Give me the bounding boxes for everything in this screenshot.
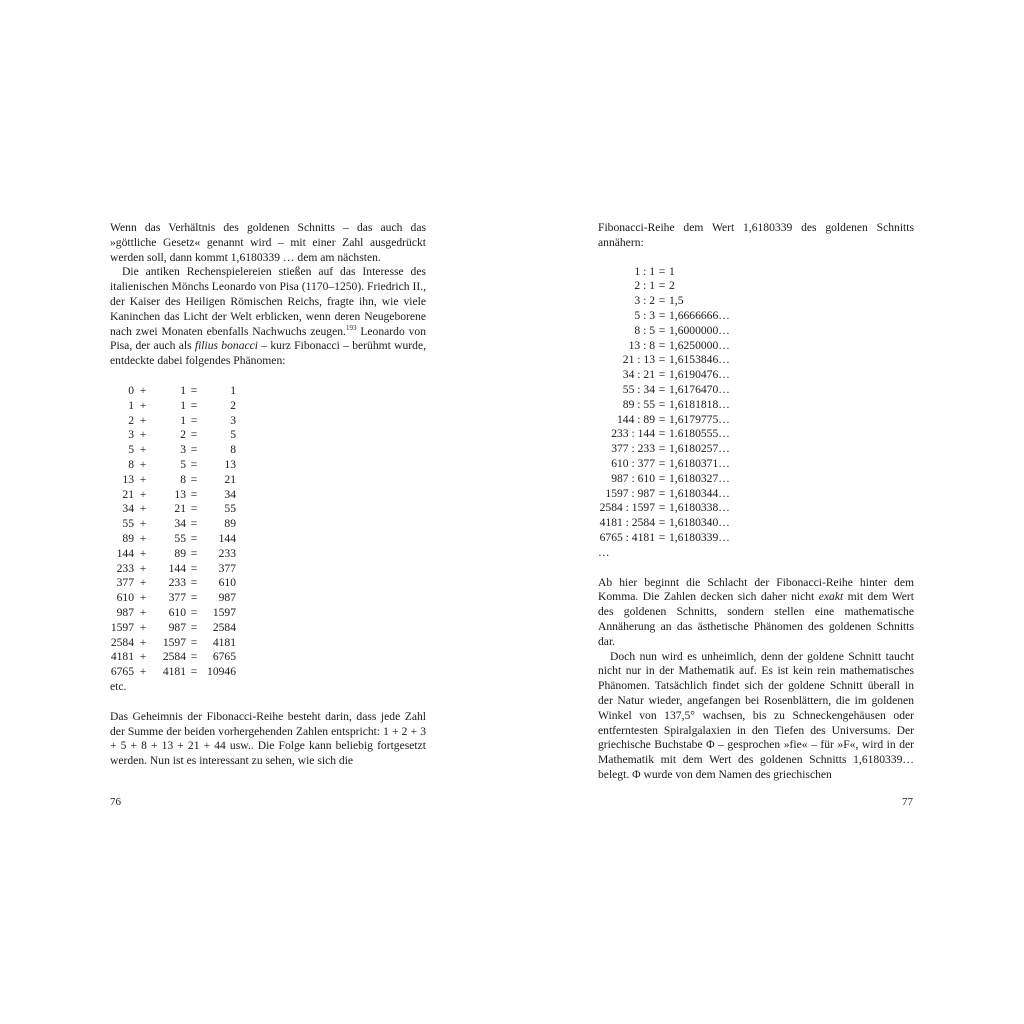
fib-sum: 5	[230, 428, 236, 442]
fib-row	[110, 591, 426, 606]
fib-row	[110, 414, 426, 429]
fib-sum: 2	[230, 398, 236, 412]
fib-addend-2: 4181	[162, 665, 186, 679]
fib-row	[110, 399, 426, 414]
ratio-value: 1,6180257…	[669, 442, 730, 456]
ratio-row	[598, 339, 914, 354]
fib-equals-sign: =	[190, 487, 198, 501]
ratio-row	[598, 487, 914, 502]
ratio-ratio: 3 : 2	[634, 294, 655, 308]
fib-addend-1: 89	[122, 531, 134, 545]
fib-addend-2: 144	[168, 561, 186, 575]
fib-plus-sign: +	[139, 517, 147, 531]
fib-addend-1: 987	[116, 605, 134, 619]
ratio-ratio: 1597 : 987	[605, 486, 655, 500]
fib-row	[110, 606, 426, 621]
ratio-table-tail: …	[598, 545, 610, 559]
ratio-ratio: 987 : 610	[611, 471, 655, 485]
footnote-marker: 193	[345, 323, 357, 332]
fib-addend-2: 987	[168, 620, 186, 634]
fib-equals-sign: =	[190, 576, 198, 590]
ratio-row	[598, 516, 914, 531]
fib-sum: 13	[224, 457, 236, 471]
ratio-ratio: 610 : 377	[611, 456, 655, 470]
fib-addend-1: 5	[128, 443, 134, 457]
fibonacci-table-tail: etc.	[110, 679, 127, 693]
ratio-equals-sign: =	[658, 323, 666, 337]
ratio-equals-sign: =	[658, 427, 666, 441]
fib-row	[110, 532, 426, 547]
ratio-equals-sign: =	[658, 516, 666, 530]
ratio-equals-sign: =	[658, 486, 666, 500]
fibonacci-sum-table	[110, 384, 426, 680]
fib-row	[110, 517, 426, 532]
fib-equals-sign: =	[190, 428, 198, 442]
fib-plus-sign: +	[139, 457, 147, 471]
ratio-value: 1,6153846…	[669, 353, 730, 367]
ratio-value: 1,6180340…	[669, 516, 730, 530]
ratio-equals-sign: =	[658, 264, 666, 278]
fib-row	[110, 547, 426, 562]
fib-equals-sign: =	[190, 457, 198, 471]
fib-equals-sign: =	[190, 635, 198, 649]
right-paragraph-1: Fibonacci-Reihe dem Wert 1,6180339 des goldenen Schnitts annähern:	[598, 221, 914, 249]
fib-addend-2: 1597	[162, 635, 186, 649]
spacer	[598, 251, 914, 265]
ratio-ratio: 5 : 3	[634, 308, 655, 322]
fib-addend-1: 377	[116, 576, 134, 590]
fib-plus-sign: +	[139, 428, 147, 442]
fib-plus-sign: +	[139, 650, 147, 664]
fib-plus-sign: +	[139, 665, 147, 679]
ratio-row	[598, 531, 914, 546]
fib-addend-2: 233	[168, 576, 186, 590]
fib-addend-2: 1	[180, 383, 186, 397]
fib-plus-sign: +	[139, 620, 147, 634]
fib-sum: 10946	[207, 665, 236, 679]
fib-row	[110, 458, 426, 473]
page-number-right: 77	[902, 796, 913, 808]
fibonacci-ratio-table	[598, 265, 914, 546]
fib-equals-sign: =	[190, 605, 198, 619]
spacer	[598, 561, 914, 576]
fib-addend-2: 377	[168, 591, 186, 605]
fib-addend-1: 2	[128, 413, 134, 427]
fib-addend-1: 34	[122, 502, 134, 516]
ratio-value: 1,6190476…	[669, 368, 730, 382]
left-paragraph-2	[110, 265, 426, 369]
ratio-ratio: 233 : 144	[611, 427, 655, 441]
page-number-left: 76	[110, 796, 121, 808]
fib-addend-1: 13	[122, 472, 134, 486]
ratio-value: 1,6666666…	[669, 308, 730, 322]
ratio-value: 1,5	[669, 294, 684, 308]
fib-sum: 144	[218, 531, 236, 545]
fib-addend-1: 55	[122, 517, 134, 531]
fib-row	[110, 473, 426, 488]
ratio-value: 1,6180344…	[669, 486, 730, 500]
fib-addend-1: 21	[122, 487, 134, 501]
ratio-value: 1,6180327…	[669, 471, 730, 485]
right-page	[598, 221, 914, 783]
fib-sum: 1597	[212, 605, 236, 619]
right-paragraph-2	[598, 576, 914, 650]
ratio-value: 1,6180339…	[669, 530, 730, 544]
fib-sum: 55	[224, 502, 236, 516]
ratio-row	[598, 413, 914, 428]
fib-addend-1: 1	[128, 398, 134, 412]
fib-equals-sign: =	[190, 383, 198, 397]
fib-equals-sign: =	[190, 531, 198, 545]
fib-equals-sign: =	[190, 502, 198, 516]
ratio-row	[598, 353, 914, 368]
ratio-value: 1,6250000…	[669, 338, 730, 352]
fib-addend-1: 1597	[110, 620, 134, 634]
fib-plus-sign: +	[139, 443, 147, 457]
fib-equals-sign: =	[190, 620, 198, 634]
ratio-equals-sign: =	[658, 382, 666, 396]
fib-equals-sign: =	[190, 443, 198, 457]
fib-equals-sign: =	[190, 472, 198, 486]
left-paragraph-1: Wenn das Verhältnis des goldenen Schnitts – das auch das »göttliche Gesetz« genannt wird – mit einer Zahl ausgedrückt werden soll, dann kommt 1,6180339 … dem am nächsten.	[110, 221, 426, 264]
fib-addend-1: 610	[116, 591, 134, 605]
fib-sum: 2584	[212, 620, 236, 634]
ratio-equals-sign: =	[658, 456, 666, 470]
ratio-row	[598, 383, 914, 398]
fib-row	[110, 576, 426, 591]
left-page	[110, 221, 426, 769]
left-paragraph-3: Das Geheimnis der Fibonacci-Reihe besteht darin, dass jede Zahl der Summe der beiden vorhergehenden Zahlen entspricht: 1 + 2 + 3 + 5 + 8 + 13 + 21 + 44 usw.. Die Folge kann beliebig fortgesetzt werden. Nun ist es interessant zu sehen, wie sich die	[110, 709, 426, 768]
fib-row	[110, 428, 426, 443]
ratio-ratio: 377 : 233	[611, 442, 655, 456]
fib-sum: 21	[224, 472, 236, 486]
fib-sum: 610	[218, 576, 236, 590]
ratio-row	[598, 368, 914, 383]
fib-addend-2: 2584	[162, 650, 186, 664]
fib-row	[110, 502, 426, 517]
fib-addend-1: 3	[128, 428, 134, 442]
fib-equals-sign: =	[190, 413, 198, 427]
fib-addend-2: 8	[180, 472, 186, 486]
ratio-ratio: 4181 : 2584	[599, 516, 655, 530]
ratio-equals-sign: =	[658, 353, 666, 367]
fib-addend-2: 89	[174, 546, 186, 560]
ratio-value: 1.6180555…	[669, 427, 730, 441]
ratio-row	[598, 324, 914, 339]
fib-plus-sign: +	[139, 546, 147, 560]
ratio-value: 1,6179775…	[669, 412, 730, 426]
ratio-row	[598, 309, 914, 324]
fib-sum: 3	[230, 413, 236, 427]
fib-addend-2: 21	[174, 502, 186, 516]
ratio-value: 1,6000000…	[669, 323, 730, 337]
fib-equals-sign: =	[190, 546, 198, 560]
fib-addend-1: 6765	[110, 665, 134, 679]
fib-addend-2: 2	[180, 428, 186, 442]
ratio-equals-sign: =	[658, 530, 666, 544]
fib-sum: 377	[218, 561, 236, 575]
fib-addend-2: 610	[168, 605, 186, 619]
fib-sum: 6765	[212, 650, 236, 664]
fib-plus-sign: +	[139, 487, 147, 501]
ratio-row	[598, 472, 914, 487]
fib-sum: 1	[230, 383, 236, 397]
fib-equals-sign: =	[190, 665, 198, 679]
left-paragraph-2-mid: Leonardo von Pisa, der auch als	[110, 324, 426, 353]
fib-plus-sign: +	[139, 605, 147, 619]
left-paragraph-2-post: – kurz Fibonacci – berühmt wurde, entdeckte dabei folgendes Phänomen:	[110, 339, 426, 368]
ratio-value: 1,6181818…	[669, 397, 730, 411]
fib-plus-sign: +	[139, 591, 147, 605]
ratio-row	[598, 279, 914, 294]
left-paragraph-2-text: Die antiken Rechenspielereien stießen auf das Interesse des italienischen Mönchs Leonardo von Pisa (1170–1250). Friedrich II., der Kaiser des Heiligen Römischen Reichs, fragte ihn, wie viele Kaninchen das Licht der Welt erblicken, wenn deren Neugeborene nach zwei Monaten ebenfalls Nachwuchs zeugen.	[110, 265, 426, 338]
ratio-value: 2	[669, 279, 675, 293]
fib-addend-2: 5	[180, 457, 186, 471]
fib-sum: 89	[224, 517, 236, 531]
fib-plus-sign: +	[139, 472, 147, 486]
spacer	[110, 695, 426, 710]
ratio-ratio: 55 : 34	[622, 382, 655, 396]
fib-addend-1: 4181	[110, 650, 134, 664]
ratio-ratio: 89 : 55	[622, 397, 655, 411]
ratio-row	[598, 501, 914, 516]
ratio-equals-sign: =	[658, 338, 666, 352]
right-paragraph-2-post: mit dem Wert des goldenen Schnitts, sondern stellen eine mathematische Annäherung an das ästhetische Phänomen des goldenen Schnitts dar.	[598, 590, 914, 648]
fib-plus-sign: +	[139, 561, 147, 575]
ratio-row	[598, 442, 914, 457]
fib-equals-sign: =	[190, 517, 198, 531]
ratio-equals-sign: =	[658, 308, 666, 322]
fib-addend-1: 2584	[110, 635, 134, 649]
fib-plus-sign: +	[139, 531, 147, 545]
fib-row	[110, 488, 426, 503]
right-paragraph-2-text: Ab hier beginnt die Schlacht der Fibonacci-Reihe hinter dem Komma. Die Zahlen decken sich daher nicht	[598, 575, 914, 604]
fib-sum: 8	[230, 443, 236, 457]
ratio-ratio: 2 : 1	[634, 279, 655, 293]
fib-plus-sign: +	[139, 502, 147, 516]
fib-plus-sign: +	[139, 383, 147, 397]
fib-addend-2: 55	[174, 531, 186, 545]
fib-sum: 34	[224, 487, 236, 501]
ratio-row	[598, 427, 914, 442]
fib-addend-2: 3	[180, 443, 186, 457]
fib-addend-2: 34	[174, 517, 186, 531]
ratio-equals-sign: =	[658, 501, 666, 515]
fib-plus-sign: +	[139, 398, 147, 412]
right-paragraph-3: Doch nun wird es unheimlich, denn der goldene Schnitt taucht nicht nur in der Mathematik auf. Es ist kein rein mathematisches Phänomen. Tatsächlich findet sich der goldene Schnitt überall in der Natur wieder, angefangen bei Rosenblättern, die im goldenen Winkel von 137,5° wachsen, bis zu Schneckengehäusen oder entferntesten Spiralgalaxien in den Tiefen des Universums. Der griechische Buchstabe Φ – gesprochen »fie« – für »F«, wird in der Mathematik mit dem Wert des goldenen Schnitts 1,6180339… belegt. Φ wurde von dem Namen des griechischen	[598, 649, 914, 781]
fib-addend-2: 1	[180, 413, 186, 427]
ratio-ratio: 21 : 13	[622, 353, 655, 367]
fib-sum: 4181	[212, 635, 236, 649]
ratio-ratio: 34 : 21	[622, 368, 655, 382]
spacer	[110, 369, 426, 384]
fib-equals-sign: =	[190, 561, 198, 575]
ratio-equals-sign: =	[658, 294, 666, 308]
fib-row	[110, 562, 426, 577]
fib-equals-sign: =	[190, 398, 198, 412]
ratio-value: 1,6180371…	[669, 456, 730, 470]
ratio-ratio: 8 : 5	[634, 323, 655, 337]
fib-row	[110, 650, 426, 665]
ratio-equals-sign: =	[658, 471, 666, 485]
fib-row	[110, 384, 426, 399]
fib-plus-sign: +	[139, 576, 147, 590]
ratio-equals-sign: =	[658, 279, 666, 293]
fib-addend-2: 1	[180, 398, 186, 412]
ratio-equals-sign: =	[658, 368, 666, 382]
ratio-ratio: 1 : 1	[634, 264, 655, 278]
fib-sum: 987	[218, 591, 236, 605]
fib-equals-sign: =	[190, 591, 198, 605]
fib-addend-1: 8	[128, 457, 134, 471]
ratio-equals-sign: =	[658, 412, 666, 426]
ratio-row	[598, 398, 914, 413]
fib-addend-1: 144	[116, 546, 134, 560]
ratio-row	[598, 265, 914, 280]
ratio-ratio: 6765 : 4181	[599, 530, 655, 544]
fib-row	[110, 636, 426, 651]
fib-row	[110, 621, 426, 636]
fib-addend-2: 13	[174, 487, 186, 501]
fib-row	[110, 443, 426, 458]
fib-plus-sign: +	[139, 413, 147, 427]
fib-sum: 233	[218, 546, 236, 560]
fib-plus-sign: +	[139, 635, 147, 649]
right-paragraph-2-italic: exakt	[818, 590, 844, 604]
ratio-equals-sign: =	[658, 397, 666, 411]
ratio-value: 1,6180338…	[669, 501, 730, 515]
fib-row	[110, 665, 426, 680]
ratio-value: 1,6176470…	[669, 382, 730, 396]
fib-addend-1: 0	[128, 383, 134, 397]
ratio-ratio: 13 : 8	[628, 338, 655, 352]
ratio-row	[598, 457, 914, 472]
ratio-equals-sign: =	[658, 442, 666, 456]
ratio-ratio: 144 : 89	[616, 412, 655, 426]
ratio-value: 1	[669, 264, 675, 278]
ratio-row	[598, 294, 914, 309]
ratio-ratio: 2584 : 1597	[599, 501, 655, 515]
fib-addend-1: 233	[116, 561, 134, 575]
left-paragraph-2-italic: filius bonacci	[194, 339, 258, 353]
fib-equals-sign: =	[190, 650, 198, 664]
